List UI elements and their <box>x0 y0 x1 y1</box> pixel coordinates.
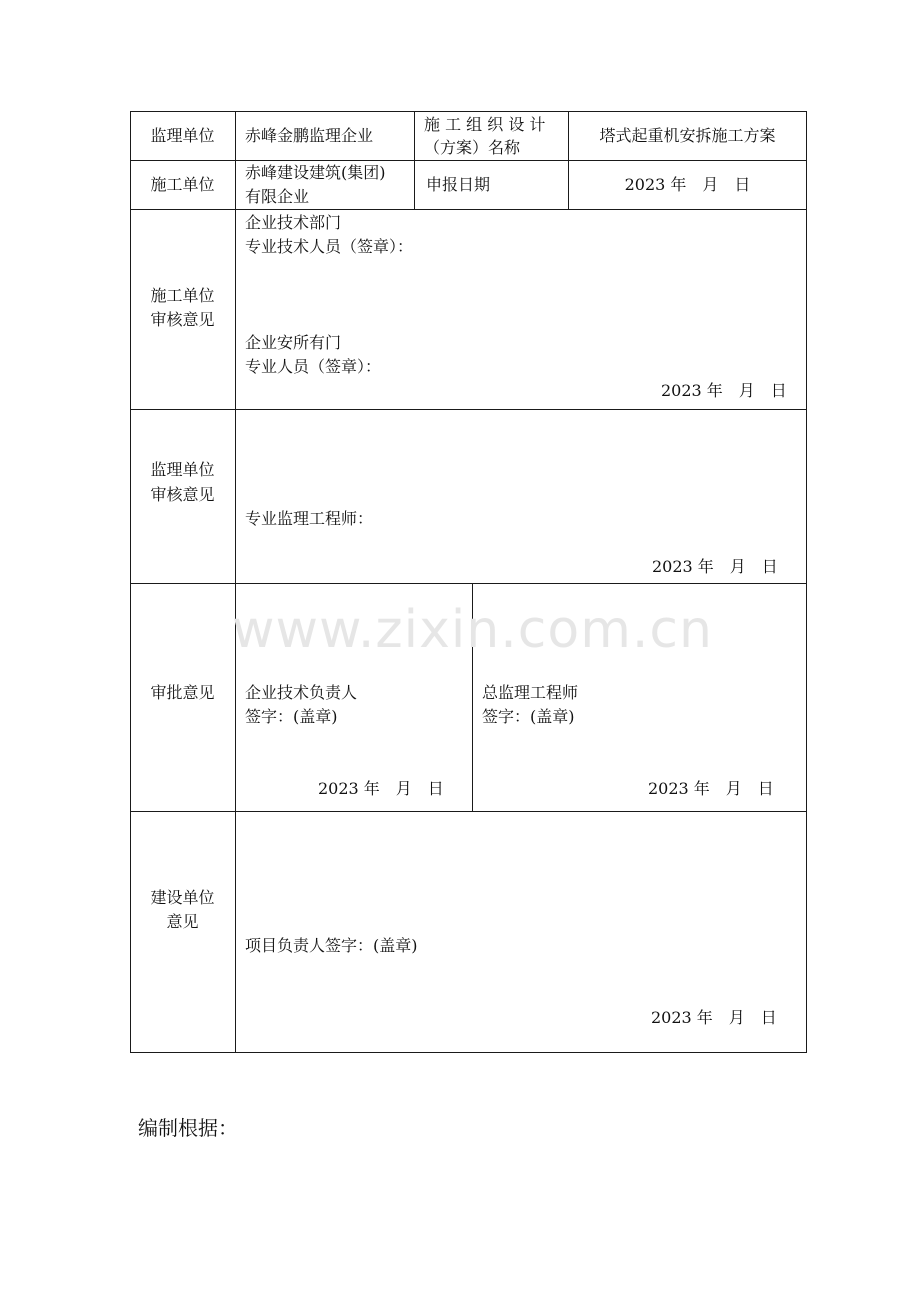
supervision-engineer-sign-field[interactable]: 专业监理工程师： <box>245 509 374 528</box>
row-divider <box>130 583 807 584</box>
chief-engineer-date[interactable]: 2023 年 月 日 <box>648 779 774 798</box>
watermark: www.zixin.com.cn <box>232 600 713 660</box>
owner-opinion-date[interactable]: 2023 年 月 日 <box>651 1008 777 1027</box>
owner-opinion-label-line2: 意见 <box>166 912 199 931</box>
safety-dept-text: 企业安所有门 <box>245 333 342 352</box>
project-leader-sign-field[interactable]: 项目负责人签字：(盖章) <box>245 936 418 955</box>
construction-unit-label: 施工单位 <box>150 175 215 194</box>
supervision-unit-value: 赤峰金鹏监理企业 <box>245 126 374 145</box>
chief-engineer-sign-field[interactable]: 签字：(盖章) <box>482 707 575 726</box>
construction-review-date[interactable]: 2023 年 月 日 <box>661 381 787 400</box>
label-column-divider <box>235 111 236 1053</box>
row-divider <box>130 409 807 410</box>
tech-dept-text: 企业技术部门 <box>245 213 342 232</box>
approval-label: 审批意见 <box>150 683 215 702</box>
tech-leader-title: 企业技术负责人 <box>245 683 358 702</box>
supervision-unit-label: 监理单位 <box>150 126 215 145</box>
construction-unit-value-line2: 有限企业 <box>245 187 310 206</box>
tech-leader-date[interactable]: 2023 年 月 日 <box>318 779 444 798</box>
supervision-review-label-line2: 审核意见 <box>150 485 215 504</box>
safety-person-sign-field[interactable]: 专业人员（签章）： <box>245 357 382 376</box>
plan-name-label-line1: 施 工 组 织 设 计 <box>424 115 546 134</box>
report-date-value: 2023 年 月 日 <box>624 175 751 194</box>
supervision-review-date[interactable]: 2023 年 月 日 <box>652 557 778 576</box>
row-divider <box>130 160 807 161</box>
tech-person-sign-field[interactable]: 专业技术人员（签章）： <box>245 237 414 256</box>
row-divider <box>130 811 807 812</box>
column-divider <box>414 111 415 209</box>
construction-review-label-line1: 施工单位 <box>150 286 215 305</box>
plan-name-label-line2: （方案）名称 <box>424 138 521 157</box>
chief-engineer-title: 总监理工程师 <box>482 683 579 702</box>
tech-leader-sign-field[interactable]: 签字：(盖章) <box>245 707 338 726</box>
construction-review-label-line2: 审核意见 <box>150 310 215 329</box>
owner-opinion-label-line1: 建设单位 <box>150 888 215 907</box>
row-divider <box>130 209 807 210</box>
supervision-review-label-line1: 监理单位 <box>150 460 215 479</box>
plan-name-value: 塔式起重机安拆施工方案 <box>599 126 776 145</box>
basis-heading: 编制根据： <box>138 1116 238 1140</box>
report-date-label: 申报日期 <box>426 175 491 194</box>
construction-unit-value-line1: 赤峰建设建筑(集团) <box>245 163 386 182</box>
